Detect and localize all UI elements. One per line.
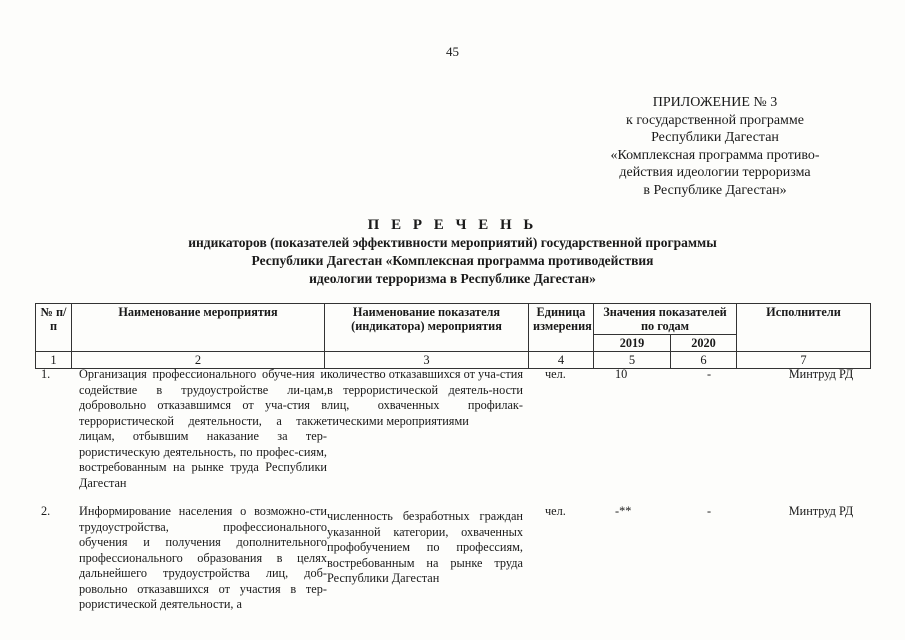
header-indicator: Наименование показателя (индикатора) мероприятия (325, 304, 529, 352)
column-numbers-row (36, 352, 871, 369)
appendix-line: «Комплексная программа противо- (610, 147, 820, 163)
heading-line: Республики Дагестан «Комплексная программа противодействия (251, 253, 654, 268)
row-executor: Минтруд РД (788, 367, 854, 381)
row-value-2020: - (707, 367, 712, 381)
row-number: 2. (41, 504, 51, 518)
heading-title: П Е Р Е Ч Е Н Ь (367, 217, 538, 233)
row-indicator: количество отказавшихся от уча-стия в террористической деятель-ности лиц, охваченных профилак-тическими мероприятиями (327, 367, 523, 428)
header-name: Наименование мероприятия (72, 304, 325, 352)
header-executor: Исполнители (737, 304, 871, 352)
column-number: 6 (671, 352, 737, 369)
heading-line: идеологии терроризма в Республике Дагестан» (309, 271, 596, 286)
column-number: 3 (325, 352, 529, 369)
appendix-line: к государственной программе (626, 112, 804, 128)
row-value-2020: - (707, 504, 712, 518)
column-number: 1 (36, 352, 72, 369)
header-values: Значения показателей по годам (594, 304, 737, 335)
appendix-line: действия идеологии терроризма (619, 165, 811, 180)
row-indicator: численность безработных граждан указанной категории, охваченных профобучением по профессиям, востребованным на рынке труда Республики Дагестан (327, 509, 523, 585)
row-unit: чел. (545, 504, 566, 518)
appendix-title: ПРИЛОЖЕНИЕ № 3 (652, 95, 778, 110)
heading-line: индикаторов (показателей эффективности мероприятий) государственной программы (188, 235, 717, 250)
column-number: 2 (72, 352, 325, 369)
row-number: 1. (41, 367, 51, 381)
row-activity-name: Информирование населения о возможно-сти трудоустройства, профессионального обучения и получения дополнительного профессионального образования в целях дальнейшего трудоустройства лиц, доб-ровольно отказавшихся от участия в тер-рористической деятельности, а (79, 504, 327, 611)
column-number: 7 (737, 352, 871, 369)
appendix-block (590, 94, 840, 199)
row-value-2019: -** (615, 504, 632, 518)
row-value-2019: 10 (615, 367, 628, 381)
page-number: 45 (446, 44, 459, 59)
row-executor: Минтруд РД (788, 504, 854, 518)
header-unit: Единица измерения (529, 304, 594, 352)
column-number: 4 (529, 352, 594, 369)
appendix-line: Республики Дагестан (651, 130, 779, 145)
header-no: № п/п (36, 304, 72, 352)
column-number: 5 (594, 352, 671, 369)
header-year-2020: 2020 (671, 335, 737, 352)
row-activity-name: Организация профессионального обуче-ния и содействие в трудоустройстве ли-цам, добровольно отказавшимся от уча-стия в террористической деятельности, а также лицам, отбывшим наказание за тер-рористическую деятельность, по профес-сиям, востребованным на рынке труда Республики Дагестан (79, 367, 327, 490)
indicators-table-header (35, 303, 871, 369)
document-heading (0, 216, 905, 288)
row-unit: чел. (545, 367, 566, 381)
header-year-2019: 2019 (594, 335, 671, 352)
appendix-line: в Республике Дагестан» (643, 182, 787, 198)
